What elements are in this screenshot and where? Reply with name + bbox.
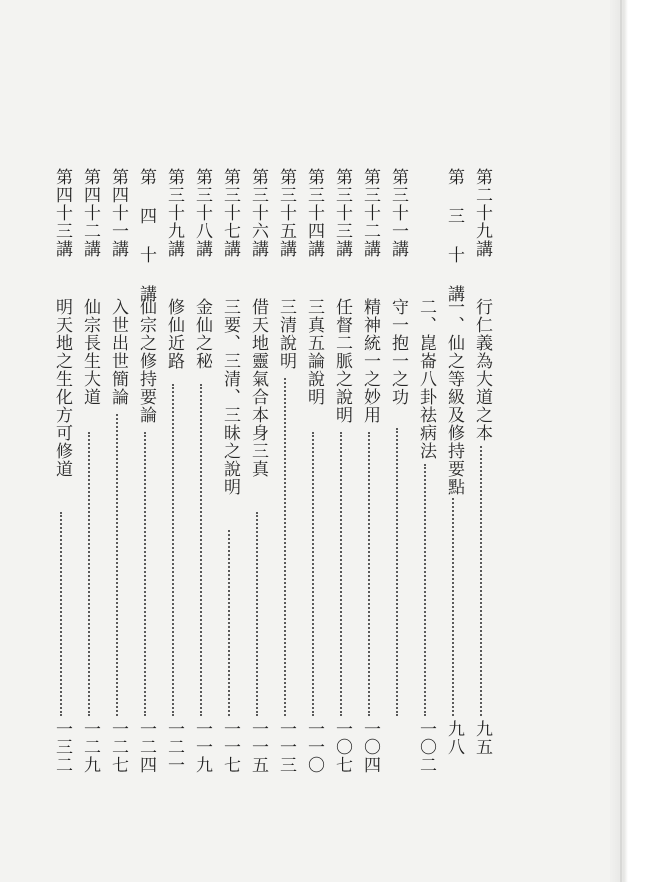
toc-entry — [48, 168, 76, 774]
page-number: 一二一 — [164, 720, 184, 774]
lecture-number: 第二十九講 — [472, 168, 492, 258]
toc-entry — [412, 168, 440, 774]
page-number: 一一五 — [248, 720, 268, 774]
leader-dots — [340, 432, 342, 716]
entry-title: 金仙之秘 — [192, 298, 212, 370]
entry-title: 三清說明 — [276, 298, 296, 370]
entry-title: 守一抱一之功 — [388, 298, 408, 406]
entry-title: 仙宗之修持要論 — [136, 298, 156, 424]
entry-title: 三要、三清、三昧之說明 — [220, 298, 240, 496]
page-number: 九八 — [444, 720, 464, 756]
lecture-number: 第四十一講 — [108, 168, 128, 258]
lecture-number: 第三十八講 — [192, 168, 212, 258]
toc-entry — [468, 168, 496, 768]
page-number: 一二四 — [136, 720, 156, 774]
entry-title: 二、崑崙八卦祛病法 — [416, 298, 436, 460]
entry-title: 入世出世簡論 — [108, 298, 128, 406]
page-number: 一〇四 — [360, 720, 380, 774]
lecture-number: 第 四 十 講 — [136, 168, 156, 303]
toc-entry — [244, 168, 272, 774]
leader-dots — [228, 530, 230, 716]
toc-entry — [216, 168, 244, 774]
toc-entry — [384, 168, 412, 768]
toc-entry — [160, 168, 188, 774]
leader-dots — [60, 512, 62, 716]
lecture-number: 第三十六講 — [248, 168, 268, 258]
leader-dots — [424, 464, 426, 716]
toc-entry — [300, 168, 328, 774]
page-number: 一一〇 — [304, 720, 324, 774]
lecture-number: 第 三 十 講 — [444, 168, 464, 303]
leader-dots — [116, 414, 118, 716]
toc-entry — [76, 168, 104, 774]
lecture-number: 第三十一講 — [388, 168, 408, 258]
leader-dots — [200, 384, 202, 716]
toc-entry — [328, 168, 356, 774]
lecture-number: 第三十七講 — [220, 168, 240, 258]
toc-entry — [104, 168, 132, 774]
page-number: 一一三 — [276, 720, 296, 774]
page-number: 一〇二 — [416, 720, 436, 774]
toc-entry — [132, 168, 160, 774]
entry-title: 明天地之生化方可修道 — [52, 298, 72, 478]
entry-title: 借天地靈氣合本身三真 — [248, 298, 268, 478]
page-number: 一二九 — [80, 720, 100, 774]
entry-title: 修仙近路 — [164, 298, 184, 370]
leader-dots — [396, 428, 398, 716]
lecture-number: 第三十二講 — [360, 168, 380, 258]
entry-title: 行仁義為大道之本 — [472, 298, 492, 442]
toc-entry — [272, 168, 300, 774]
page-number: 一〇七 — [332, 720, 352, 774]
entry-title: 任督二脈之說明 — [332, 298, 352, 424]
entry-title: 一、仙之等級及修持要點 — [444, 298, 464, 496]
page-number: 九五 — [472, 720, 492, 756]
leader-dots — [256, 512, 258, 716]
lecture-number: 第三十九講 — [164, 168, 184, 258]
leader-dots — [88, 432, 90, 716]
page-number: 一二七 — [108, 720, 128, 774]
leader-dots — [144, 432, 146, 716]
entry-title: 三真五論說明 — [304, 298, 324, 406]
leader-dots — [368, 432, 370, 716]
page-number: 一三二 — [52, 720, 72, 774]
leader-dots — [312, 432, 314, 716]
leader-dots — [284, 378, 286, 716]
lecture-number: 第四十三講 — [52, 168, 72, 258]
lecture-number: 第三十五講 — [276, 168, 296, 258]
entry-title: 仙宗長生大道 — [80, 298, 100, 406]
entry-title: 精神統一之妙用 — [360, 298, 380, 424]
leader-dots — [452, 498, 454, 716]
lecture-number: 第三十四講 — [304, 168, 324, 258]
toc-entry — [188, 168, 216, 774]
toc-entry — [356, 168, 384, 774]
toc-entry — [440, 168, 468, 768]
leader-dots — [172, 384, 174, 716]
lecture-number: 第三十三講 — [332, 168, 352, 258]
leader-dots — [480, 446, 482, 716]
lecture-number: 第四十二講 — [80, 168, 100, 258]
page-number: 一一九 — [192, 720, 212, 774]
page-number: 一一七 — [220, 720, 240, 774]
